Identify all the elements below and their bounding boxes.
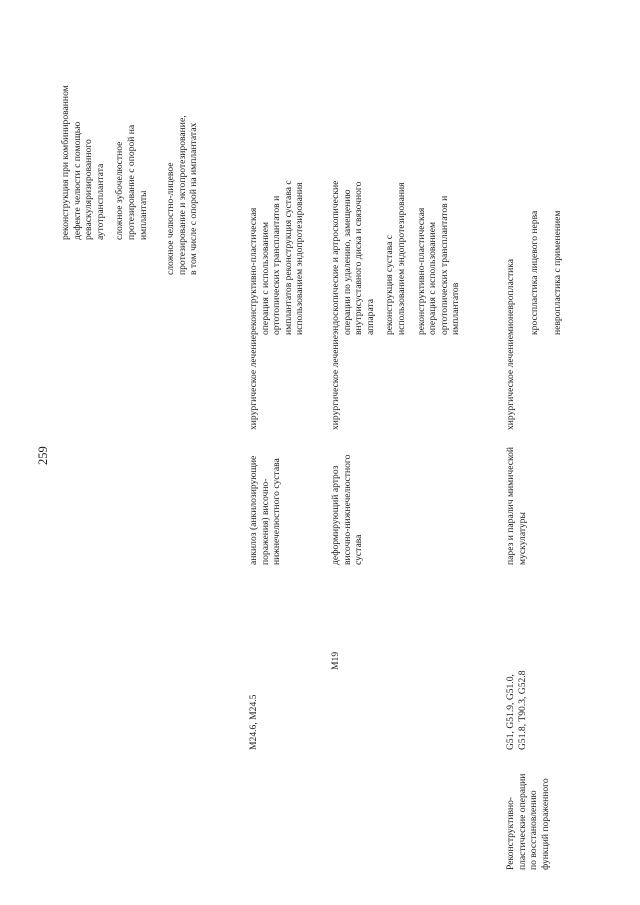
procedure-list [60, 75, 157, 240]
icd-codes-text: G51, G51.9, G51.0, G51.8, T90.3, G52.8 [505, 670, 528, 750]
diagnosis-text: анкилоз (анкилозирующие поражения) височно-нижнечелюстного сустава [248, 455, 283, 565]
procedure-list [248, 170, 314, 335]
diagnosis-text: парез и паралич мимической мускулатуры [505, 446, 528, 565]
icd-codes [330, 630, 342, 670]
treatment-type [330, 335, 342, 430]
procedure-item: реконструктивно-пластическая операция с использованием ортотопических трансплантатов и имплантатов [415, 195, 462, 335]
diagnosis [330, 435, 365, 565]
procedure-item: эндоскопические и артроскопические операции по удалению, замещению внутрисуставного диска и связочного аппарата [330, 180, 376, 335]
page-number: 259 [36, 446, 50, 465]
procedure-item: сложное зубочелюстное протезирование с опорой на имплантаты [114, 124, 149, 240]
section-title [505, 770, 551, 870]
section-title-text: Реконструктивно-пластические операции по восстановлению функций пораженного [505, 773, 551, 870]
icd-codes [248, 665, 260, 750]
treatment-type [505, 335, 517, 430]
procedure-item: реконструктивно-пластическая операция с использованием ортотопических трансплантатов и имплантатов реконструкция сустава с использованием эндопротезирования [248, 180, 306, 335]
procedure-item: кросспластика лицевого нерва [528, 210, 540, 335]
procedure-item: реконструкция при комбинированном дефекте челюсти с помощью реваскуляризированного аутотрансплантата [60, 85, 106, 240]
procedure-item: невропластика с применением [552, 210, 564, 335]
diagnosis [248, 435, 283, 565]
treatment-type-text: хирургическое лечение [330, 334, 341, 430]
icd-codes-text: M24.6, M24.5 [248, 694, 259, 750]
diagnosis [505, 435, 528, 565]
treatment-type [248, 335, 260, 430]
treatment-type-text: хирургическое лечение [248, 334, 259, 430]
procedure-item: сложное челюстно-лицевое протезирование и эктопротезирование, в том числе с опорой на имплантатах [165, 115, 200, 275]
diagnosis-text: деформирующий артроз височно-нижнечелюстного сустава [330, 454, 365, 565]
procedure-list [505, 145, 572, 335]
procedure-list [165, 110, 208, 275]
procedure-list [330, 170, 470, 335]
icd-codes [505, 650, 528, 750]
icd-codes-text: M19 [330, 651, 341, 670]
treatment-type-text: хирургическое лечение [505, 334, 516, 430]
procedure-item: реконструкция сустава с использованием эндопротезирования [384, 182, 407, 335]
procedure-item: мионевропластика [505, 258, 516, 335]
